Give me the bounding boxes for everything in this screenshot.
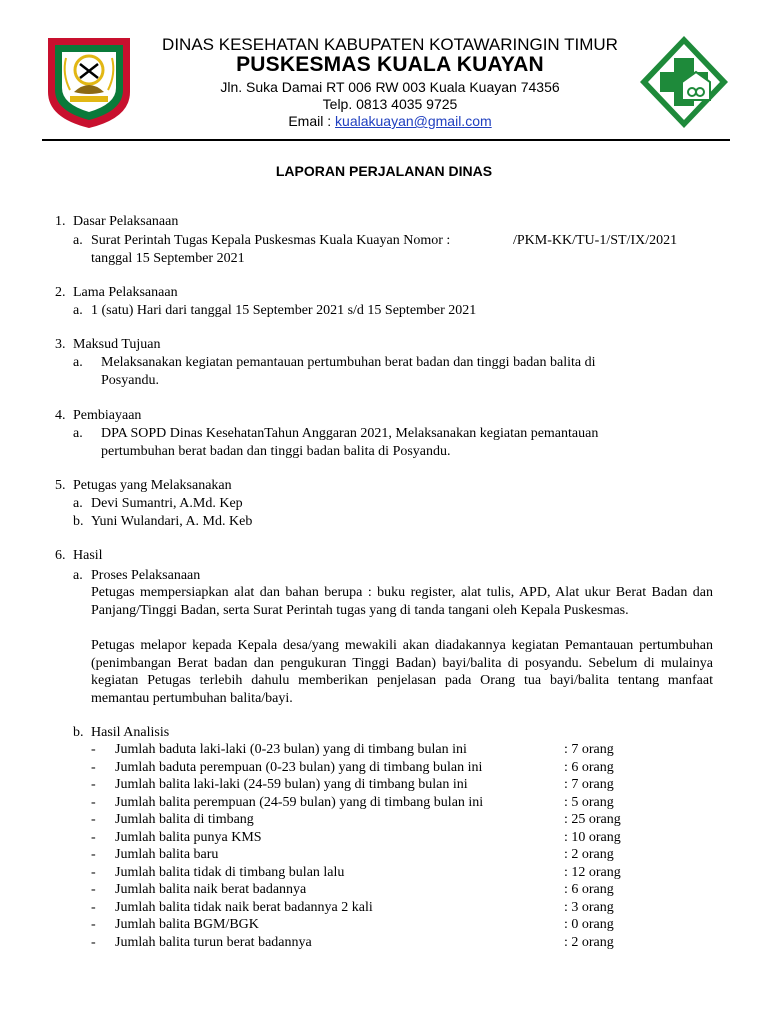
section-3-a-label: a. — [73, 355, 83, 370]
section-6-a-label: a. — [73, 568, 83, 583]
section-5-heading: Petugas yang Melaksanakan — [73, 478, 232, 493]
phone: Telp. 0813 4035 9725 — [322, 96, 458, 112]
result-value: : 7 orang — [564, 777, 614, 792]
process-paragraph-1: Petugas mempersiapkan alat dan bahan berupa : buku register, alat tulis, APD, Alat ukur Berat Badan dan Panjang/Tinggi Badan, serta Surat Perintah tugas yang di tanda tangani oleh Kepala Puskesmas. — [91, 585, 713, 618]
result-label: Jumlah balita naik berat badannya — [115, 882, 307, 897]
result-value: : 2 orang — [564, 847, 614, 862]
section-1-heading: Dasar Pelaksanaan — [73, 214, 179, 229]
address: Jln. Suka Damai RT 006 RW 003 Kuala Kuayan 74356 — [220, 79, 560, 95]
section-3-heading: Maksud Tujuan — [73, 337, 161, 352]
result-value: : 6 orang — [564, 882, 614, 897]
result-label: Jumlah balita BGM/BGK — [115, 917, 259, 932]
section-6-b-label: b. — [73, 725, 84, 740]
result-dash: - — [91, 882, 96, 897]
result-dash: - — [91, 829, 96, 845]
process-heading: Proses Pelaksanaan — [91, 568, 201, 583]
section-2-heading: Lama Pelaksanaan — [73, 285, 178, 300]
result-label: Jumlah balita laki-laki (24-59 bulan) yang di timbang bulan ini — [115, 777, 468, 792]
agency-name: DINAS KESEHATAN KABUPATEN KOTAWARINGIN TIMUR — [162, 35, 618, 54]
section-1-a-text: Surat Perintah Tugas Kepala Puskesmas Kuala Kuayan Nomor : — [91, 233, 451, 248]
analysis-heading: Hasil Analisis — [91, 725, 170, 740]
document-title: LAPORAN PERJALANAN DINAS — [275, 163, 493, 179]
officer-2: Yuni Wulandari, A. Md. Keb — [91, 514, 253, 529]
section-4-heading: Pembiayaan — [73, 408, 142, 423]
result-label: Jumlah balita tidak di timbang bulan lalu — [115, 864, 345, 880]
result-value: : 10 orang — [564, 829, 621, 845]
result-dash: - — [91, 794, 96, 810]
result-dash: - — [91, 917, 96, 932]
section-3-a-text: Melaksanakan kegiatan pemantauan pertumbuhan berat badan dan tinggi badan balita di — [101, 355, 596, 370]
section-5-a-label: a. — [73, 496, 83, 511]
puskesmas-logo — [638, 34, 730, 130]
section-3-a-text-cont: Posyandu. — [101, 373, 159, 388]
result-label: Jumlah balita punya KMS — [115, 829, 262, 845]
section-4-a-text-cont: pertumbuhan berat badan dan tinggi badan balita di Posyandu. — [101, 444, 451, 459]
header-divider — [42, 139, 730, 141]
section-5-number: 5. — [55, 478, 66, 493]
result-value: : 2 orang — [564, 934, 614, 950]
process-paragraph-2: Petugas melapor kepada Kepala desa/yang mewakili akan diadakannya kegiatan Pemantauan pertumbuhan (penimbangan Berat badan dan pengukuran Tinggi Badan) bayi/balita di posyandu. Sebelum di mulainya kegiatan Petugas terlebih dahulu memberikan penjelasan pada Orang tua bayi/balita tentang manfaat memantau pertumbuhan balita/bayi. — [91, 638, 713, 706]
puskesmas-name: PUSKESMAS KUALA KUAYAN — [236, 53, 544, 76]
result-label: Jumlah balita tidak naik berat badannya 2 kali — [115, 899, 373, 915]
letter-number: /PKM-KK/TU-1/ST/IX/2021 — [513, 233, 678, 248]
section-3-number: 3. — [55, 337, 66, 352]
result-value: : 3 orang — [564, 899, 614, 915]
section-4-a-text: DPA SOPD Dinas KesehatanTahun Anggaran 2021, Melaksanakan kegiatan pemantauan — [101, 426, 599, 441]
result-dash: - — [91, 864, 96, 880]
result-value: : 0 orang — [564, 917, 614, 932]
result-label: Jumlah balita baru — [115, 847, 219, 862]
email-line — [120, 113, 660, 129]
officer-1: Devi Sumantri, A.Md. Kep — [91, 496, 243, 511]
section-6-heading: Hasil — [73, 548, 103, 563]
email-link[interactable]: kualakuayan@gmail.com — [335, 113, 492, 129]
section-2-a-label: a. — [73, 303, 83, 318]
result-value: : 7 orang — [564, 742, 614, 757]
section-6-number: 6. — [55, 548, 66, 563]
section-1-a-label: a. — [73, 233, 83, 248]
result-dash: - — [91, 759, 96, 775]
result-value: : 5 orang — [564, 794, 614, 810]
section-4-number: 4. — [55, 408, 66, 423]
result-value: : 25 orang — [564, 812, 621, 827]
result-value: : 12 orang — [564, 864, 621, 880]
result-label: Jumlah balita perempuan (24-59 bulan) yang di timbang bulan ini — [115, 794, 484, 810]
email-label: Email : — [288, 113, 336, 129]
result-dash: - — [91, 777, 96, 792]
section-1-a-date: tanggal 15 September 2021 — [91, 251, 245, 266]
result-label: Jumlah baduta laki-laki (0-23 bulan) yang di timbang bulan ini — [115, 742, 467, 757]
result-label: Jumlah balita di timbang — [115, 812, 254, 827]
result-dash: - — [91, 742, 96, 757]
result-dash: - — [91, 847, 96, 862]
result-value: : 6 orang — [564, 759, 614, 775]
section-5-b-label: b. — [73, 514, 84, 529]
result-label: Jumlah balita turun berat badannya — [115, 934, 312, 950]
section-4-a-label: a. — [73, 426, 83, 441]
section-1-number: 1. — [55, 214, 66, 229]
result-dash: - — [91, 899, 96, 915]
result-dash: - — [91, 812, 96, 827]
result-label: Jumlah baduta perempuan (0-23 bulan) yang di timbang bulan ini — [115, 759, 483, 775]
section-2-a-text: 1 (satu) Hari dari tanggal 15 September 2021 s/d 15 September 2021 — [91, 303, 477, 318]
result-dash: - — [91, 934, 96, 950]
section-2-number: 2. — [55, 285, 66, 300]
